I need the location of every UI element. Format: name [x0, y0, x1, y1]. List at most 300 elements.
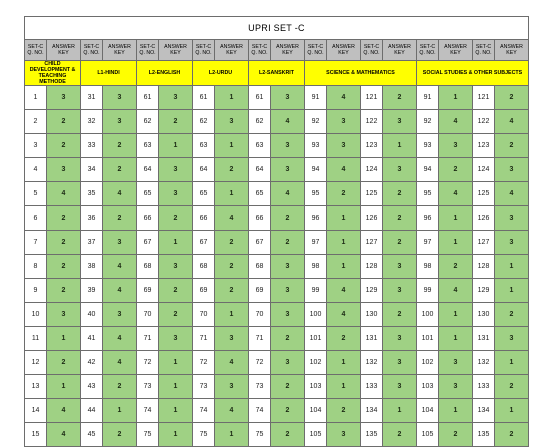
answer-key-cell: 1: [159, 423, 193, 447]
question-number-cell: 72: [137, 351, 159, 375]
column-header-row: [25, 40, 529, 61]
question-number-cell: 103: [305, 375, 327, 399]
question-number-cell: 67: [193, 230, 215, 254]
answer-key-cell: 2: [103, 206, 137, 230]
subject-label: L1-HINDI: [81, 61, 137, 86]
question-number-cell: 69: [137, 278, 159, 302]
question-number-cell: 67: [137, 230, 159, 254]
question-number-cell: 134: [473, 399, 495, 423]
question-number-cell: 72: [193, 351, 215, 375]
question-number-cell: 102: [417, 351, 439, 375]
question-number-cell: 73: [193, 375, 215, 399]
question-number-cell: 62: [249, 110, 271, 134]
question-number-cell: 4: [25, 158, 47, 182]
answer-key-table: [24, 16, 529, 447]
answer-key-cell: 1: [47, 326, 81, 350]
answer-key-cell: 1: [495, 254, 529, 278]
question-number-header: SET-C Q. NO.: [137, 40, 159, 61]
question-number-cell: 125: [361, 182, 383, 206]
question-number-cell: 121: [473, 86, 495, 110]
answer-key-cell: 4: [103, 326, 137, 350]
question-number-cell: 61: [249, 86, 271, 110]
answer-key-cell: 3: [103, 110, 137, 134]
answer-key-header: ANSWER KEY: [271, 40, 305, 61]
question-number-cell: 96: [417, 206, 439, 230]
answer-key-cell: 2: [159, 278, 193, 302]
question-number-cell: 123: [473, 134, 495, 158]
question-number-cell: 1: [25, 86, 47, 110]
answer-key-cell: 2: [47, 278, 81, 302]
answer-key-cell: 1: [159, 375, 193, 399]
subject-label: SOCIAL STUDIES & OTHER SUBJECTS: [417, 61, 529, 86]
question-number-cell: 7: [25, 230, 47, 254]
question-number-cell: 64: [137, 158, 159, 182]
answer-key-cell: 4: [327, 158, 361, 182]
question-number-cell: 94: [305, 158, 327, 182]
answer-key-cell: 1: [439, 399, 473, 423]
question-number-cell: 66: [193, 206, 215, 230]
answer-key-cell: 3: [383, 278, 417, 302]
answer-key-cell: 2: [495, 86, 529, 110]
answer-key-cell: 3: [159, 86, 193, 110]
answer-key-header: ANSWER KEY: [495, 40, 529, 61]
question-number-cell: 121: [361, 86, 383, 110]
question-number-cell: 131: [473, 326, 495, 350]
answer-key-cell: 4: [439, 110, 473, 134]
answer-key-cell: 2: [159, 110, 193, 134]
table-row: [25, 86, 529, 110]
answer-key-cell: 4: [271, 110, 305, 134]
question-number-cell: 71: [137, 326, 159, 350]
table-row: [25, 351, 529, 375]
question-number-cell: 68: [137, 254, 159, 278]
table-row: [25, 375, 529, 399]
answer-key-cell: 3: [159, 158, 193, 182]
answer-key-cell: 4: [327, 302, 361, 326]
answer-key-cell: 1: [439, 302, 473, 326]
answer-key-cell: 2: [47, 110, 81, 134]
answer-key-cell: 3: [271, 158, 305, 182]
answer-key-cell: 1: [103, 399, 137, 423]
question-number-cell: 14: [25, 399, 47, 423]
answer-key-cell: 1: [439, 326, 473, 350]
table-row: [25, 302, 529, 326]
question-number-cell: 45: [81, 423, 103, 447]
question-number-cell: 34: [81, 158, 103, 182]
question-number-cell: 133: [361, 375, 383, 399]
question-number-cell: 3: [25, 134, 47, 158]
answer-key-cell: 2: [383, 230, 417, 254]
question-number-cell: 63: [193, 134, 215, 158]
answer-key-cell: 4: [439, 182, 473, 206]
answer-key-cell: 4: [103, 278, 137, 302]
table-row: [25, 399, 529, 423]
question-number-cell: 62: [137, 110, 159, 134]
answer-key-cell: 2: [383, 182, 417, 206]
question-number-cell: 66: [249, 206, 271, 230]
answer-key-cell: 3: [383, 326, 417, 350]
question-number-cell: 135: [361, 423, 383, 447]
question-number-cell: 68: [193, 254, 215, 278]
question-number-cell: 71: [193, 326, 215, 350]
question-number-cell: 100: [305, 302, 327, 326]
question-number-cell: 131: [361, 326, 383, 350]
answer-key-cell: 3: [103, 302, 137, 326]
answer-key-cell: 1: [215, 423, 249, 447]
answer-key-cell: 2: [439, 254, 473, 278]
question-number-cell: 2: [25, 110, 47, 134]
answer-key-cell: 3: [439, 375, 473, 399]
subject-header-row: [25, 61, 529, 86]
question-number-cell: 15: [25, 423, 47, 447]
answer-key-cell: 2: [103, 134, 137, 158]
table-row: [25, 206, 529, 230]
question-number-cell: 68: [249, 254, 271, 278]
table-row: [25, 182, 529, 206]
question-number-cell: 75: [137, 423, 159, 447]
question-number-cell: 5: [25, 182, 47, 206]
question-number-header: SET-C Q. NO.: [417, 40, 439, 61]
answer-key-cell: 2: [271, 230, 305, 254]
table-row: [25, 230, 529, 254]
answer-key-header: ANSWER KEY: [439, 40, 473, 61]
answer-key-cell: 3: [327, 134, 361, 158]
question-number-cell: 127: [473, 230, 495, 254]
question-number-cell: 6: [25, 206, 47, 230]
question-number-cell: 66: [137, 206, 159, 230]
question-number-cell: 65: [137, 182, 159, 206]
answer-key-cell: 4: [327, 86, 361, 110]
answer-key-cell: 2: [47, 230, 81, 254]
question-number-cell: 69: [249, 278, 271, 302]
question-number-cell: 91: [305, 86, 327, 110]
answer-key-cell: 3: [327, 423, 361, 447]
question-number-cell: 70: [193, 302, 215, 326]
question-number-cell: 132: [473, 351, 495, 375]
answer-key-cell: 3: [215, 326, 249, 350]
question-number-header: SET-C Q. NO.: [25, 40, 47, 61]
question-number-cell: 104: [305, 399, 327, 423]
question-number-cell: 126: [361, 206, 383, 230]
question-number-cell: 65: [249, 182, 271, 206]
answer-key-cell: 3: [271, 254, 305, 278]
answer-key-cell: 3: [495, 206, 529, 230]
answer-key-cell: 3: [383, 375, 417, 399]
answer-key-cell: 2: [215, 278, 249, 302]
answer-key-cell: 4: [47, 399, 81, 423]
answer-key-cell: 2: [383, 302, 417, 326]
question-number-cell: 67: [249, 230, 271, 254]
question-number-cell: 127: [361, 230, 383, 254]
answer-key-cell: 4: [47, 182, 81, 206]
answer-key-cell: 1: [495, 399, 529, 423]
question-number-cell: 74: [249, 399, 271, 423]
answer-key-cell: 4: [215, 206, 249, 230]
question-number-cell: 73: [137, 375, 159, 399]
answer-key-cell: 2: [495, 134, 529, 158]
question-number-cell: 35: [81, 182, 103, 206]
question-number-cell: 93: [305, 134, 327, 158]
answer-key-header: ANSWER KEY: [47, 40, 81, 61]
question-number-cell: 70: [137, 302, 159, 326]
question-number-cell: 95: [417, 182, 439, 206]
question-number-cell: 39: [81, 278, 103, 302]
table-row: [25, 254, 529, 278]
question-number-cell: 41: [81, 326, 103, 350]
question-number-cell: 122: [361, 110, 383, 134]
question-number-cell: 13: [25, 375, 47, 399]
answer-key-cell: 1: [159, 399, 193, 423]
table-row: [25, 326, 529, 350]
question-number-header: SET-C Q. NO.: [473, 40, 495, 61]
answer-key-cell: 3: [47, 302, 81, 326]
question-number-cell: 125: [473, 182, 495, 206]
answer-key-cell: 2: [327, 326, 361, 350]
answer-key-cell: 3: [439, 134, 473, 158]
question-number-header: SET-C Q. NO.: [361, 40, 383, 61]
question-number-header: SET-C Q. NO.: [81, 40, 103, 61]
answer-key-cell: 2: [495, 423, 529, 447]
subject-label: L2-URDU: [193, 61, 249, 86]
answer-key-cell: 3: [159, 254, 193, 278]
answer-key-header: ANSWER KEY: [103, 40, 137, 61]
table-row: [25, 278, 529, 302]
question-number-cell: 65: [193, 182, 215, 206]
table-row: [25, 110, 529, 134]
question-number-cell: 101: [305, 326, 327, 350]
answer-key-cell: 3: [215, 375, 249, 399]
question-number-cell: 128: [361, 254, 383, 278]
question-number-cell: 130: [473, 302, 495, 326]
answer-key-cell: 1: [215, 86, 249, 110]
answer-key-cell: 2: [47, 351, 81, 375]
answer-key-header: ANSWER KEY: [159, 40, 193, 61]
answer-key-cell: 3: [271, 134, 305, 158]
question-number-cell: 73: [249, 375, 271, 399]
answer-key-cell: 1: [215, 302, 249, 326]
subject-label: SCIENCE & MATHEMATICS: [305, 61, 417, 86]
answer-key-cell: 3: [103, 230, 137, 254]
answer-key-sheet: [24, 16, 528, 447]
answer-key-cell: 1: [215, 134, 249, 158]
answer-key-cell: 2: [47, 134, 81, 158]
question-number-cell: 71: [249, 326, 271, 350]
question-number-cell: 100: [417, 302, 439, 326]
answer-key-cell: 2: [47, 206, 81, 230]
question-number-cell: 72: [249, 351, 271, 375]
answer-key-cell: 4: [47, 423, 81, 447]
question-number-cell: 75: [249, 423, 271, 447]
question-number-cell: 40: [81, 302, 103, 326]
answer-key-cell: 3: [383, 110, 417, 134]
question-number-cell: 123: [361, 134, 383, 158]
answer-key-cell: 2: [383, 423, 417, 447]
answer-key-cell: 1: [159, 351, 193, 375]
question-number-cell: 122: [473, 110, 495, 134]
answer-key-cell: 3: [271, 278, 305, 302]
question-number-cell: 33: [81, 134, 103, 158]
question-number-header: SET-C Q. NO.: [249, 40, 271, 61]
subject-label: L2-ENGLISH: [137, 61, 193, 86]
answer-key-cell: 4: [327, 278, 361, 302]
answer-key-cell: 1: [159, 230, 193, 254]
question-number-cell: 97: [417, 230, 439, 254]
question-number-cell: 74: [137, 399, 159, 423]
table-row: [25, 423, 529, 447]
question-number-cell: 44: [81, 399, 103, 423]
answer-key-cell: 1: [327, 254, 361, 278]
question-number-cell: 105: [417, 423, 439, 447]
question-number-cell: 62: [193, 110, 215, 134]
question-number-cell: 129: [361, 278, 383, 302]
answer-key-cell: 2: [495, 375, 529, 399]
answer-key-cell: 3: [383, 254, 417, 278]
answer-key-cell: 4: [215, 399, 249, 423]
question-number-cell: 135: [473, 423, 495, 447]
question-number-cell: 9: [25, 278, 47, 302]
answer-key-cell: 1: [439, 206, 473, 230]
question-number-cell: 98: [417, 254, 439, 278]
answer-key-cell: 3: [439, 351, 473, 375]
answer-key-cell: 4: [215, 351, 249, 375]
question-number-cell: 37: [81, 230, 103, 254]
answer-key-cell: 1: [439, 86, 473, 110]
question-number-cell: 42: [81, 351, 103, 375]
answer-key-cell: 4: [439, 278, 473, 302]
answer-key-cell: 2: [271, 423, 305, 447]
answer-key-cell: 1: [383, 134, 417, 158]
question-number-cell: 10: [25, 302, 47, 326]
answer-key-cell: 2: [439, 158, 473, 182]
answer-key-cell: 2: [103, 375, 137, 399]
answer-key-cell: 3: [159, 182, 193, 206]
answer-key-cell: 2: [271, 375, 305, 399]
answer-key-header: ANSWER KEY: [327, 40, 361, 61]
answer-key-cell: 3: [495, 230, 529, 254]
question-number-cell: 43: [81, 375, 103, 399]
answer-rows: [25, 86, 529, 447]
question-number-cell: 8: [25, 254, 47, 278]
question-number-cell: 64: [249, 158, 271, 182]
question-number-cell: 12: [25, 351, 47, 375]
answer-key-cell: 3: [103, 86, 137, 110]
question-number-cell: 98: [305, 254, 327, 278]
answer-key-cell: 3: [271, 351, 305, 375]
answer-key-cell: 2: [271, 399, 305, 423]
question-number-cell: 64: [193, 158, 215, 182]
answer-key-cell: 2: [495, 302, 529, 326]
answer-key-cell: 2: [215, 230, 249, 254]
answer-key-cell: 3: [383, 351, 417, 375]
question-number-cell: 101: [417, 326, 439, 350]
question-number-cell: 129: [473, 278, 495, 302]
question-number-cell: 32: [81, 110, 103, 134]
question-number-cell: 70: [249, 302, 271, 326]
question-number-cell: 92: [417, 110, 439, 134]
question-number-cell: 94: [417, 158, 439, 182]
question-number-cell: 11: [25, 326, 47, 350]
answer-key-cell: 2: [327, 399, 361, 423]
answer-key-cell: 3: [271, 302, 305, 326]
answer-key-cell: 3: [215, 110, 249, 134]
answer-key-cell: 1: [495, 351, 529, 375]
question-number-cell: 97: [305, 230, 327, 254]
answer-key-cell: 2: [47, 254, 81, 278]
subject-label: CHILD DEVELOPMENT & TEACHING METHODE: [25, 61, 81, 86]
question-number-cell: 133: [473, 375, 495, 399]
question-number-cell: 63: [249, 134, 271, 158]
question-number-cell: 128: [473, 254, 495, 278]
answer-key-cell: 3: [159, 326, 193, 350]
question-number-cell: 124: [473, 158, 495, 182]
table-row: [25, 158, 529, 182]
table-row: [25, 134, 529, 158]
answer-key-cell: 1: [47, 375, 81, 399]
question-number-cell: 105: [305, 423, 327, 447]
subject-label: L2-SANSKRIT: [249, 61, 305, 86]
question-number-cell: 93: [417, 134, 439, 158]
question-number-cell: 75: [193, 423, 215, 447]
question-number-cell: 132: [361, 351, 383, 375]
answer-key-cell: 3: [383, 158, 417, 182]
question-number-header: SET-C Q. NO.: [305, 40, 327, 61]
answer-key-cell: 4: [103, 254, 137, 278]
answer-key-cell: 1: [327, 351, 361, 375]
question-number-cell: 130: [361, 302, 383, 326]
answer-key-cell: 1: [159, 134, 193, 158]
answer-key-cell: 2: [271, 206, 305, 230]
answer-key-cell: 3: [47, 158, 81, 182]
answer-key-cell: 1: [327, 375, 361, 399]
answer-key-cell: 2: [271, 326, 305, 350]
sheet-title: UPRI SET -C: [25, 17, 529, 40]
answer-key-cell: 4: [271, 182, 305, 206]
answer-key-cell: 1: [327, 206, 361, 230]
answer-key-cell: 4: [103, 182, 137, 206]
answer-key-cell: 2: [215, 158, 249, 182]
question-number-cell: 96: [305, 206, 327, 230]
question-number-cell: 36: [81, 206, 103, 230]
answer-key-cell: 2: [439, 423, 473, 447]
question-number-header: SET-C Q. NO.: [193, 40, 215, 61]
answer-key-cell: 1: [215, 182, 249, 206]
answer-key-cell: 4: [495, 182, 529, 206]
answer-key-cell: 2: [103, 158, 137, 182]
answer-key-cell: 3: [271, 86, 305, 110]
question-number-cell: 124: [361, 158, 383, 182]
question-number-cell: 63: [137, 134, 159, 158]
answer-key-cell: 1: [439, 230, 473, 254]
answer-key-cell: 3: [327, 110, 361, 134]
question-number-cell: 103: [417, 375, 439, 399]
answer-key-cell: 3: [495, 158, 529, 182]
answer-key-cell: 2: [215, 254, 249, 278]
question-number-cell: 134: [361, 399, 383, 423]
answer-key-header: ANSWER KEY: [215, 40, 249, 61]
question-number-cell: 99: [417, 278, 439, 302]
answer-key-cell: 1: [495, 278, 529, 302]
answer-key-header: ANSWER KEY: [383, 40, 417, 61]
question-number-cell: 99: [305, 278, 327, 302]
question-number-cell: 126: [473, 206, 495, 230]
answer-key-cell: 4: [103, 351, 137, 375]
question-number-cell: 95: [305, 182, 327, 206]
answer-key-cell: 3: [47, 86, 81, 110]
answer-key-cell: 1: [383, 399, 417, 423]
answer-key-cell: 2: [327, 182, 361, 206]
question-number-cell: 61: [137, 86, 159, 110]
question-number-cell: 61: [193, 86, 215, 110]
